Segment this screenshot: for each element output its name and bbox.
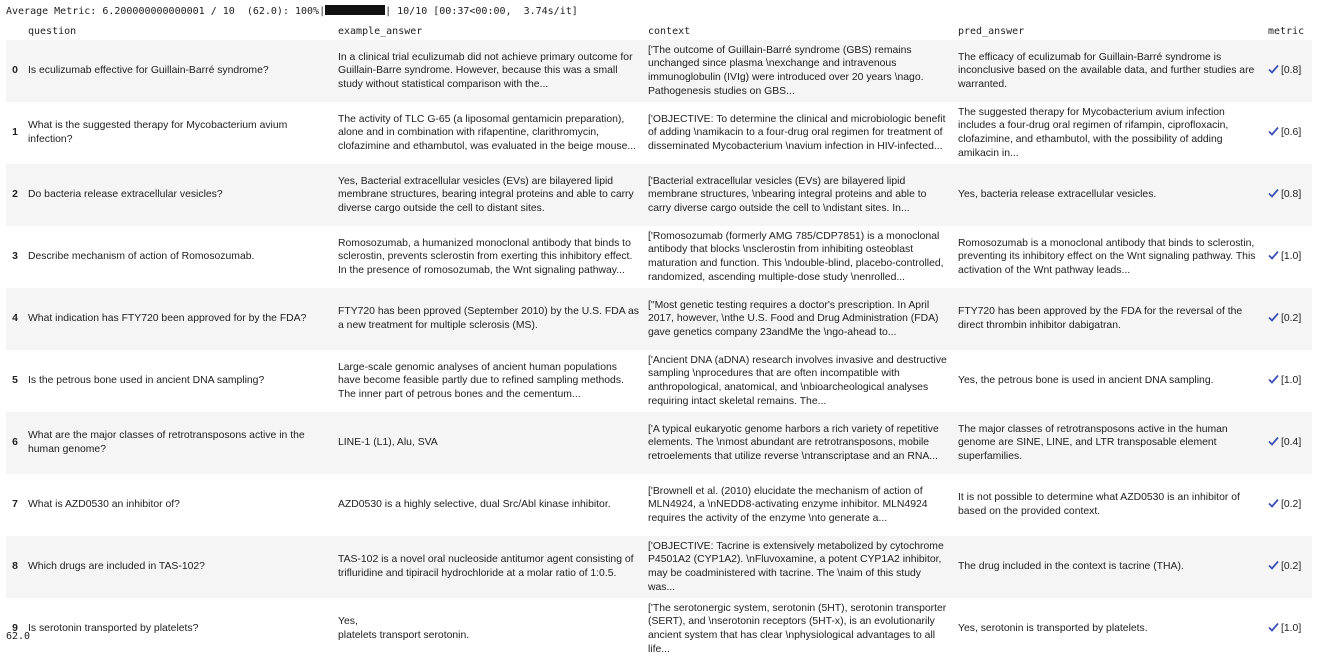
column-header: metric: [1268, 25, 1305, 37]
context-cell: ['A typical eukaryotic genome harbors a rich variety of repetitive elements. The \nmost abundant are retrotransposons, mobile retroelements that utilize reverse \ntranscriptase and an RNA...: [648, 423, 939, 462]
metric-cell: [1264, 536, 1312, 598]
column-header: example_answer: [338, 25, 423, 37]
pred-answer-cell: The drug included in the context is tacrine (THA).: [958, 561, 1184, 573]
example-answer-cell: AZD0530 is a highly selective, dual Src/Abl kinase inhibitor.: [338, 499, 611, 511]
pred-answer-cell: Romosozumab is a monoclonal antibody that binds to sclerostin, preventing its inhibitory effect on the Wnt signaling pathway. This activation of the Wnt pathway leads...: [958, 237, 1256, 276]
question-cell: Do bacteria release extracellular vesicles?: [28, 189, 223, 201]
progress-bar: [325, 5, 385, 15]
question-cell: What is AZD0530 an inhibitor of?: [28, 499, 180, 511]
question-cell: Is serotonin transported by platelets?: [28, 623, 199, 635]
checkmark-icon: [1268, 436, 1279, 446]
progress-suffix: | 10/10 [00:37<00:00, 3.74s/it]: [385, 6, 578, 17]
metric-cell: [1264, 412, 1312, 474]
header-row: [6, 22, 1312, 40]
metric-cell: [1264, 288, 1312, 350]
column-header: pred_answer: [958, 25, 1025, 37]
question-cell: What is the suggested therapy for Mycobacterium avium infection?: [28, 120, 288, 145]
progress-line: [6, 4, 578, 20]
example-answer-cell: In a clinical trial eculizumab did not achieve primary outcome for Guillain-Barre syndrome. However, because this was a small study without statistical comparison with the...: [338, 51, 633, 90]
metric-cell: [1264, 164, 1312, 226]
pred-answer-cell: The efficacy of eculizumab for Guillain-Barré syndrome is inconclusive based on the available data, and further studies are warranted.: [958, 51, 1255, 90]
metric-value: [1.0]: [1281, 623, 1302, 635]
final-score: 62.0: [6, 631, 31, 642]
row-index: 6: [12, 437, 18, 449]
row-index: 7: [12, 499, 18, 511]
table-row: [6, 40, 1312, 102]
pred-answer-cell: The suggested therapy for Mycobacterium avium infection includes a four-drug oral regimen of rifampin, ciprofloxacin, clofazimine, and ethambutol, with the possibility of adding amikacin in...: [958, 106, 1229, 159]
checkmark-icon: [1268, 188, 1279, 198]
metric-cell: [1264, 598, 1312, 660]
metric-cell: [1264, 474, 1312, 536]
row-index: 8: [12, 561, 18, 573]
table-row: [6, 412, 1312, 474]
question-cell: What indication has FTY720 been approved for by the FDA?: [28, 313, 307, 325]
metric-cell: [1264, 102, 1312, 164]
question-cell: Which drugs are included in TAS-102?: [28, 561, 205, 573]
context-cell: ['OBJECTIVE: Tacrine is extensively metabolized by cytochrome P4501A2 (CYP1A2). \nFluvoxamine, a potent CYP1A2 inhibitor, may be coadministered with tacrine. The \naim of this study was...: [648, 540, 944, 593]
pred-answer-cell: Yes, the petrous bone is used in ancient DNA sampling.: [958, 375, 1214, 387]
checkmark-icon: [1268, 560, 1279, 570]
pred-answer-cell: Yes, serotonin is transported by platelets.: [958, 623, 1148, 635]
column-header: context: [648, 25, 691, 37]
metric-value: [0.8]: [1281, 65, 1302, 77]
index-header: [6, 22, 24, 40]
pred-answer-cell: Yes, bacteria release extracellular vesicles.: [958, 189, 1157, 201]
table-row: [6, 598, 1312, 660]
checkmark-icon: [1268, 312, 1279, 322]
metric-cell: [1264, 226, 1312, 288]
checkmark-icon: [1268, 64, 1279, 74]
example-answer-cell: TAS-102 is a novel oral nucleoside antitumor agent consisting of trifluridine and tipiracil hydrochloride at a molar ratio of 1:0.5.: [338, 554, 634, 579]
row-index: 4: [12, 313, 18, 325]
checkmark-icon: [1268, 374, 1279, 384]
context-cell: ['Bacterial extracellular vesicles (EVs) are bilayered lipid membrane structures, \nbearing integral proteins and able to carry diverse cargo outside the cell to \ndistant sites. In...: [648, 175, 927, 214]
pred-answer-cell: The major classes of retrotransposons active in the human genome are SINE, LINE, and LTR transposable element superfamilies.: [958, 423, 1228, 462]
table-row: [6, 350, 1312, 412]
metric-value: [1.0]: [1281, 251, 1302, 263]
metric-cell: [1264, 350, 1312, 412]
row-index: 2: [12, 189, 18, 201]
row-index: 1: [12, 127, 18, 139]
example-answer-cell: Romosozumab, a humanized monoclonal antibody that binds to sclerostin, prevents sclerostin from exerting this inhibitory effect. In the presence of romosozumab, the Wnt signaling pathway...: [338, 237, 633, 276]
example-answer-cell: The activity of TLC G-65 (a liposomal gentamicin preparation), alone and in combination with rifapentine, clarithromycin, clofazimine and ethambutol, was evaluated in the beige mouse...: [338, 113, 637, 152]
question-cell: Describe mechanism of action of Romosozumab.: [28, 251, 255, 263]
pred-answer-cell: It is not possible to determine what AZD0530 is an inhibitor of based on the provided context.: [958, 492, 1240, 517]
question-cell: Is the petrous bone used in ancient DNA sampling?: [28, 375, 265, 387]
checkmark-icon: [1268, 622, 1279, 632]
context-cell: ['Ancient DNA (aDNA) research involves invasive and destructive sampling \nprocedures that are often incompatible with anthropological, anatomical, and \nbioarcheological analyses requiring intact skeletal remains. The...: [648, 354, 947, 407]
metric-value: [0.6]: [1281, 127, 1302, 139]
row-index: 3: [12, 251, 18, 263]
context-cell: ['Brownell et al. (2010) elucidate the mechanism of action of MLN4924, a \nNEDD8-activating enzyme inhibitor. MLN4924 requires the activity of the enzyme \nto generate a...: [648, 485, 928, 524]
progress-prefix: Average Metric: 6.200000000000001 / 10 (62.0): 100%|: [6, 6, 326, 17]
row-index: 0: [12, 65, 18, 77]
question-cell: Is eculizumab effective for Guillain-Barré syndrome?: [28, 65, 269, 77]
table-row: [6, 288, 1312, 350]
checkmark-icon: [1268, 498, 1279, 508]
metric-value: [0.2]: [1281, 313, 1302, 325]
context-cell: ["Most genetic testing requires a doctor's prescription. In April 2017, however, \nthe U.S. Food and Drug Administration (FDA) gave genetics company 23andMe the \ngo-ahead to...: [648, 299, 939, 338]
metric-value: [0.2]: [1281, 561, 1302, 573]
column-header: question: [28, 25, 77, 37]
table-row: [6, 536, 1312, 598]
metric-value: [1.0]: [1281, 375, 1302, 387]
context-cell: ['The outcome of Guillain-Barré syndrome (GBS) remains unchanged since plasma \nexchange and intravenous immunoglobulin (IVIg) were introduced over 20 years \nago. Pathogenesis studies on GBS...: [648, 44, 924, 97]
example-answer-cell: Yes, Bacterial extracellular vesicles (EVs) are bilayered lipid membrane structures, bearing integral proteins and able to carry diverse cargo outside the cell to distant sites.: [338, 175, 634, 214]
context-cell: ['OBJECTIVE: To determine the clinical and microbiologic benefit of adding \namikacin to a four-drug oral regimen for treatment of disseminated Mycobacterium \navium infection in HIV-infected...: [648, 113, 946, 152]
table-row: [6, 474, 1312, 536]
checkmark-icon: [1268, 126, 1279, 136]
example-answer-cell: LINE-1 (L1), Alu, SVA: [338, 437, 438, 449]
example-answer-cell: Yes, platelets transport serotonin.: [338, 616, 470, 641]
row-index: 9: [12, 623, 18, 635]
row-index: 5: [12, 375, 18, 387]
pred-answer-cell: FTY720 has been approved by the FDA for the reversal of the direct thrombin inhibitor dabigatran.: [958, 306, 1243, 331]
metric-cell: [1264, 40, 1312, 102]
checkmark-icon: [1268, 250, 1279, 260]
context-cell: ['The serotonergic system, serotonin (5HT), serotonin transporter (SERT), and \nserotonin receptors (5HT-x), is an evolutionarily ancient system that has clear \nphysiological advantages to all life...: [648, 602, 947, 655]
metric-value: [0.4]: [1281, 437, 1302, 449]
example-answer-cell: Large-scale genomic analyses of ancient human populations have become feasible partly due to refined sampling methods. The inner part of petrous bones and the cementum...: [338, 361, 624, 400]
context-cell: ['Romosozumab (formerly AMG 785/CDP7851) is a monoclonal antibody that blocks \nsclerostin from inhibiting osteoblast maturation and function. This \ndouble-blind, placebo-controlled, randomized, ascending multiple-dose study \nenrolled...: [648, 230, 944, 283]
example-answer-cell: FTY720 has been pproved (September 2010) by the U.S. FDA as a new treatment for multiple sclerosis (MS).: [338, 306, 639, 331]
table-row: [6, 102, 1312, 164]
table-row: [6, 164, 1312, 226]
results-table: [6, 22, 1312, 660]
question-cell: What are the major classes of retrotransposons active in the human genome?: [28, 430, 305, 455]
table-row: [6, 226, 1312, 288]
metric-value: [0.2]: [1281, 499, 1302, 511]
metric-value: [0.8]: [1281, 189, 1302, 201]
